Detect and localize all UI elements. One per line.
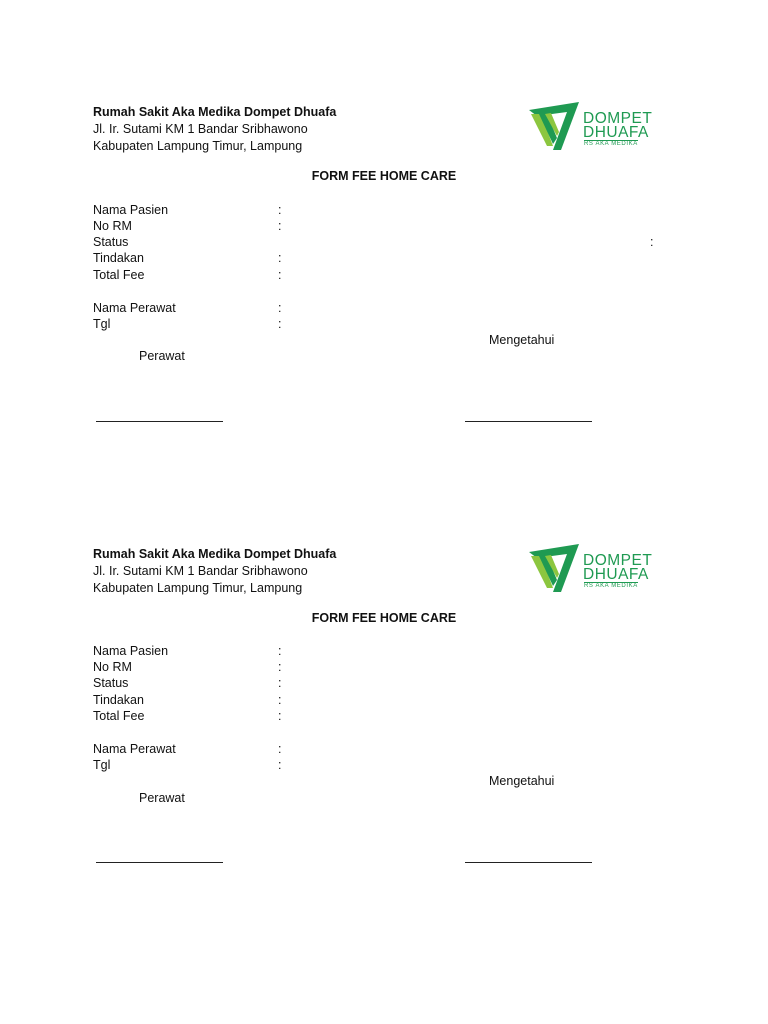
signature-line-perawat	[96, 421, 223, 422]
logo-wordmark-line1: DOMPET	[583, 110, 653, 127]
dompet-dhuafa-logo	[527, 100, 657, 152]
field-separator: :	[278, 709, 282, 723]
form-title: FORM FEE HOME CARE	[311, 611, 457, 625]
field-label-status: Status	[93, 676, 129, 690]
signer-mengetahui: Mengetahui	[489, 333, 555, 347]
signer-perawat: Perawat	[139, 349, 185, 363]
signature-line-mengetahui	[465, 421, 592, 422]
field-separator: :	[278, 251, 282, 265]
field-separator: :	[278, 660, 282, 674]
signer-perawat: Perawat	[139, 791, 185, 805]
field-separator: :	[278, 676, 282, 690]
logo-subtitle: RS AKA MEDIKA	[584, 583, 638, 589]
home-care-fee-form	[0, 0, 768, 440]
field-separator: :	[278, 203, 282, 217]
field-separator: :	[278, 317, 282, 331]
hospital-name: Rumah Sakit Aka Medika Dompet Dhuafa	[93, 105, 337, 119]
hospital-address: Jl. Ir. Sutami KM 1 Bandar Sribhawono	[93, 564, 308, 578]
field-label-tgl: Tgl	[93, 758, 111, 772]
field-label-tindakan: Tindakan	[93, 251, 144, 265]
logo-wordmark-line2: DHUAFA	[583, 124, 649, 141]
signature-line-mengetahui	[465, 862, 592, 863]
form-title: FORM FEE HOME CARE	[311, 169, 457, 183]
hospital-region: Kabupaten Lampung Timur, Lampung	[93, 581, 303, 595]
field-separator: :	[278, 644, 282, 658]
field-label-no-rm: No RM	[93, 219, 132, 233]
hospital-address: Jl. Ir. Sutami KM 1 Bandar Sribhawono	[93, 122, 308, 136]
field-label-total-fee: Total Fee	[93, 709, 145, 723]
field-label-status: Status	[93, 235, 129, 249]
field-label-nama-perawat: Nama Perawat	[93, 301, 176, 315]
logo-wordmark-line2: DHUAFA	[583, 566, 649, 583]
field-label-total-fee: Total Fee	[93, 268, 145, 282]
field-separator: :	[278, 742, 282, 756]
field-separator: :	[278, 268, 282, 282]
field-separator: :	[278, 693, 282, 707]
field-label-nama-pasien: Nama Pasien	[93, 203, 169, 217]
hospital-region: Kabupaten Lampung Timur, Lampung	[93, 139, 303, 153]
dompet-dhuafa-logo	[527, 542, 657, 594]
field-label-nama-perawat: Nama Perawat	[93, 742, 176, 756]
field-separator: :	[278, 301, 282, 315]
field-separator: :	[278, 758, 282, 772]
field-label-tindakan: Tindakan	[93, 693, 144, 707]
logo-subtitle: RS AKA MEDIKA	[584, 141, 638, 147]
signer-mengetahui: Mengetahui	[489, 774, 555, 788]
home-care-fee-form	[0, 442, 768, 882]
dompet-dhuafa-logo-icon	[527, 100, 583, 152]
field-label-nama-pasien: Nama Pasien	[93, 644, 169, 658]
field-label-tgl: Tgl	[93, 317, 111, 331]
dompet-dhuafa-logo-icon	[527, 542, 583, 594]
logo-wordmark-line1: DOMPET	[583, 552, 653, 569]
field-label-no-rm: No RM	[93, 660, 132, 674]
signature-line-perawat	[96, 862, 223, 863]
field-separator: :	[650, 235, 654, 249]
hospital-name: Rumah Sakit Aka Medika Dompet Dhuafa	[93, 547, 337, 561]
field-separator: :	[278, 219, 282, 233]
